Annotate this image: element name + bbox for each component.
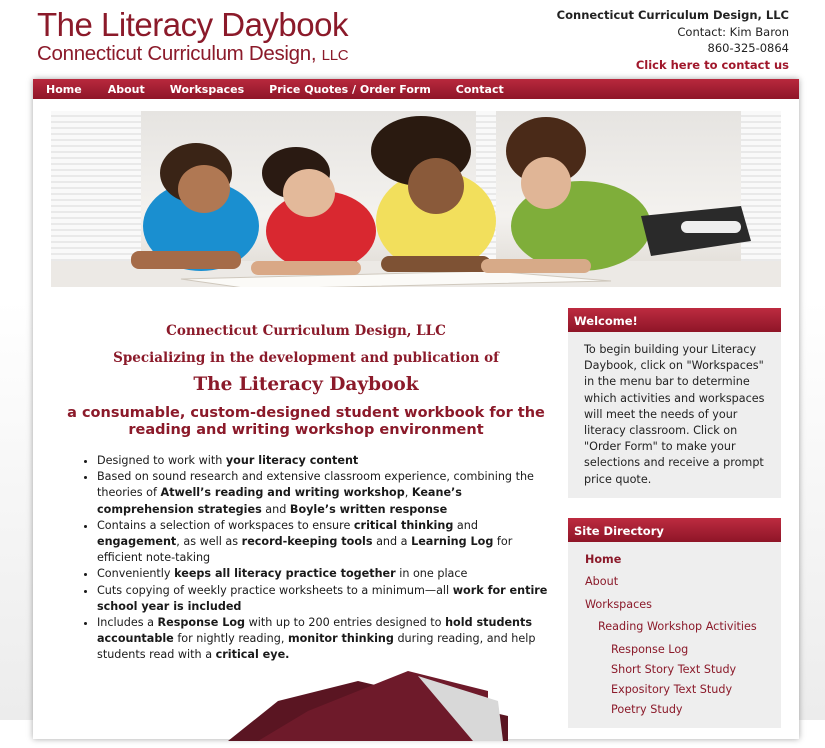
feature-text: with up to 200 entries designed to [245, 616, 446, 630]
feature-emphasis: Learning Log [411, 535, 494, 549]
feature-item [97, 469, 549, 518]
feature-emphasis: hold students accountable [97, 616, 533, 646]
main-specializing-heading: Specializing in the development and publication of [113, 350, 499, 366]
directory-item-reading-workshop-activities[interactable]: Reading Workshop Activities [598, 620, 757, 634]
main-company-heading: Connecticut Curriculum Design, LLC [166, 323, 446, 339]
nav-workspaces[interactable]: Workspaces [169, 82, 245, 96]
sidebar [568, 308, 781, 748]
feature-text: Cuts copying of weekly practice worksheets to a minimum—all [97, 583, 453, 597]
welcome-box [568, 308, 781, 498]
nav-price-quotes[interactable]: Price Quotes / Order Form [269, 82, 431, 96]
nav-about[interactable]: About [107, 82, 145, 96]
nav-home[interactable]: Home [46, 82, 82, 96]
workbook-stack-image [218, 671, 508, 741]
main-nav [33, 79, 799, 99]
feature-text: Contains a selection of workspaces to ensure [97, 518, 354, 532]
feature-emphasis: keeps all literacy practice together [174, 567, 396, 581]
feature-text: for nightly reading, [173, 632, 288, 646]
contact-person: Contact: Kim Baron [677, 24, 789, 39]
feature-text: , as well as [176, 535, 242, 549]
directory-item-home[interactable]: Home [585, 552, 622, 566]
site-directory-list [568, 542, 781, 722]
page-container [33, 79, 799, 739]
directory-item-workspaces[interactable]: Workspaces [585, 597, 652, 611]
directory-item-expository-text-study[interactable]: Expository Text Study [611, 682, 733, 696]
feature-item [97, 615, 549, 664]
feature-emphasis: Boyle’s written response [289, 502, 448, 516]
directory-item-response-log[interactable]: Response Log [611, 642, 689, 656]
feature-list [63, 453, 549, 664]
feature-text: and [261, 502, 290, 516]
feature-text: Conveniently [97, 567, 175, 581]
feature-emphasis: Keane’s comprehension strategies [97, 486, 462, 516]
directory-item-short-story-text-study[interactable]: Short Story Text Study [611, 662, 737, 676]
site-directory-title: Site Directory [568, 518, 781, 542]
feature-emphasis: record-keeping tools [241, 535, 373, 549]
feature-item [97, 518, 549, 567]
welcome-title: Welcome! [568, 308, 781, 332]
feature-text: in one place [395, 567, 468, 581]
contact-info [557, 7, 789, 73]
feature-emphasis: Atwell’s reading and writing workshop [160, 486, 405, 500]
main-daybook-heading: The Literacy Daybook [193, 374, 419, 395]
logo-title: The Literacy Daybook [37, 6, 348, 43]
feature-text: and [453, 518, 478, 532]
hero-image [51, 111, 781, 287]
main-content [63, 319, 549, 664]
directory-item-about[interactable]: About [585, 575, 619, 589]
feature-emphasis: your literacy content [225, 454, 359, 467]
feature-emphasis: Response Log [157, 616, 246, 630]
feature-text: Based on sound research and extensive classroom experience, combining the theories of [97, 470, 534, 500]
feature-emphasis: engagement [97, 535, 177, 549]
contact-company: Connecticut Curriculum Design, LLC [556, 8, 789, 22]
feature-text: Designed to work with [97, 454, 226, 467]
directory-item-poetry-study[interactable]: Poetry Study [611, 702, 683, 716]
feature-text: during reading, and help students read with a [97, 632, 536, 662]
welcome-text: To begin building your Literacy Daybook, click on "Workspaces" in the menu bar to determine which activities and workspaces will meet the needs of your literacy classroom. Click on "Order Form" to make your selections and receive a prompt price quote. [584, 343, 765, 486]
feature-item [97, 583, 549, 615]
feature-text: and a [372, 535, 412, 549]
logo-subtitle: Connecticut Curriculum Design, LLC [37, 42, 349, 65]
feature-text: Includes a [97, 616, 158, 630]
feature-text: , [404, 486, 412, 500]
children-reading-illustration [51, 111, 781, 287]
feature-text: for efficient note-taking [97, 535, 513, 565]
site-logo[interactable] [37, 6, 348, 66]
site-directory-box [568, 518, 781, 728]
nav-contact[interactable]: Contact [455, 82, 504, 96]
main-consumable-heading: a consumable, custom-designed student workbook for the reading and writing workshop environment [67, 405, 545, 438]
contact-link[interactable]: Click here to contact us [635, 57, 789, 72]
feature-emphasis: critical thinking [353, 518, 454, 532]
contact-phone: 860-325-0864 [707, 41, 789, 55]
feature-item [97, 566, 549, 582]
feature-emphasis: critical eye. [215, 648, 290, 662]
feature-emphasis: work for entire school year is included [97, 583, 548, 613]
feature-emphasis: monitor thinking [287, 632, 394, 646]
feature-item [97, 453, 549, 469]
